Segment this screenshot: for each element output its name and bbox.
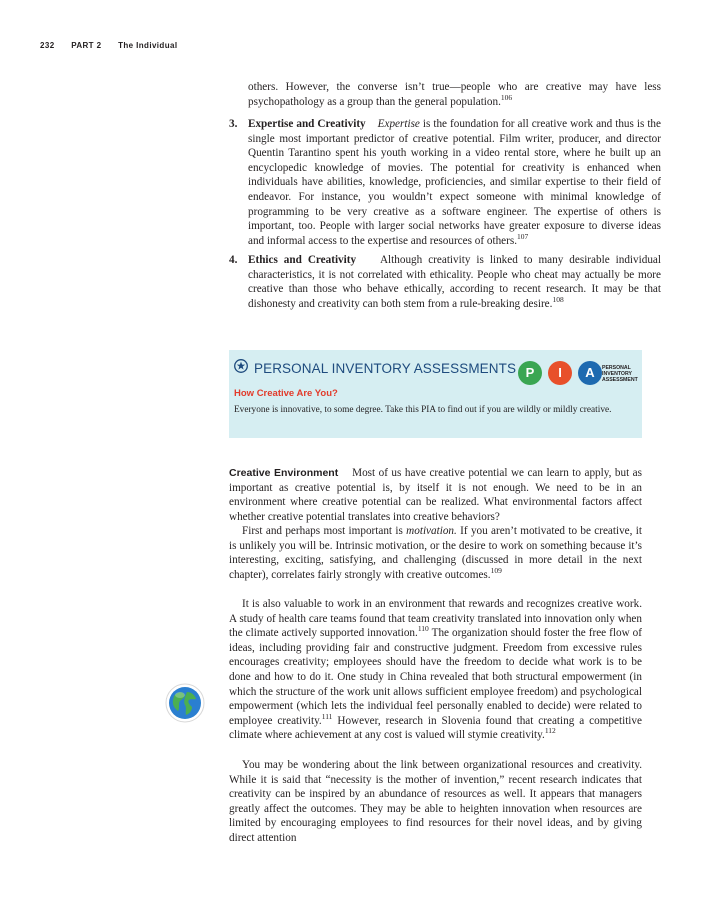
intro-paragraph: others. However, the converse isn’t true—people who are creative may have less psychopathology as a group than the general population.$^{106}$	[248, 81, 661, 108]
part-label: PART 2	[71, 41, 102, 50]
footnote-ref: 112	[544, 726, 556, 736]
footnote-ref: 111	[321, 711, 333, 721]
section-paragraph-4: You may be wondering about the link between organizational resources and creativity. While it is said that “necessity is the mother of invention,” recent research indicates that creativity can be inspired by an abundance of resources as well. It appears that managers greatly affect the outcomes. They may be able to heighten innovation when resources are limited by encouraging employees to find resources for their novel ideas, and by giving direct attention	[229, 759, 642, 844]
footnote-ref: 108	[552, 294, 564, 304]
section-paragraph-1: Creative Environment Most of us have creative potential we can learn to apply, but as important as creative potential is, by itself it is not enough. We need to be in an environment where creative potential can be realized. What environmental factors affect whether creative potential translates into creative behaviors?	[229, 467, 642, 523]
running-header	[40, 41, 191, 50]
pia-subtitle[interactable]: How Creative Are You?	[234, 388, 338, 399]
list-item-ethics: 4. Ethics and Creativity Although creativity is linked to many desirable individual characteristics, it is not correlated with ethicality. People who cheat may actually be more creative than those who behave ethically, according to recent research. It may be that dishonesty and creativity can both stem from a rule-breaking desire.$^{108}$	[229, 254, 661, 310]
pia-callout	[229, 350, 642, 438]
footnote-ref: 106	[500, 92, 513, 102]
pia-title: PERSONAL INVENTORY ASSESSMENTS	[254, 361, 517, 376]
globe-icon[interactable]	[165, 683, 205, 723]
pia-badge-i: I	[548, 361, 572, 385]
pia-badge-a: A	[578, 361, 602, 385]
part-title: The Individual	[118, 41, 178, 50]
page-number: 232	[40, 41, 55, 50]
term-motivation: motivation.	[406, 525, 457, 537]
section-paragraph-2: First and perhaps most important is motivation. If you aren’t motivated to be creative, it is unlikely you will be. Intrinsic motivation, or the desire to work on something because it’s interesting, exciting, satisfying, and challenging (discussed in more detail in the next chapter), correlates fairly strongly with creative outcomes.$^{109}$	[229, 525, 642, 581]
section-runin-heading: Creative Environment	[229, 467, 339, 479]
item-heading: Ethics and Creativity	[248, 254, 357, 266]
pia-badge-p: P	[518, 361, 542, 385]
pia-body: Everyone is innovative, to some degree. Take this PIA to find out if you are wildly or mildly creative.	[234, 405, 612, 415]
pia-logo-text: PERSONAL INVENTORY ASSESSMENT	[602, 365, 638, 384]
star-icon	[234, 359, 248, 373]
item-heading: Expertise and Creativity	[248, 118, 366, 130]
list-item-expertise: 3. Expertise and Creativity Expertise is the foundation for all creative work and thus is the single most important predictor of creative potential. Film writer, producer, and director Quentin Tarantino spent his youth working in a video rental store, where he built up an encyclopedic knowledge of movies. The potential for creativity is enhanced when individuals have abilities, knowledge, proficiencies, and similar expertise to their field of endeavor. For instance, you wouldn’t expect someone with minimal knowledge of programming to be very creative as a software engineer. The expertise of others is important, too. People with larger social networks have greater exposure to diverse ideas and informal access to the expertise and resources of others.$^{107}$	[229, 118, 661, 247]
footnote-ref: 110	[417, 624, 429, 634]
item-term: Expertise	[377, 118, 420, 130]
footnote-ref: 109	[490, 565, 502, 575]
list-number: 4.	[229, 254, 238, 266]
list-number: 3.	[229, 118, 238, 130]
section-paragraph-3: It is also valuable to work in an environment that rewards and recognizes creative work. A study of health care teams found that team creativity translated into innovation only when the climate actively supported innovation.$^{110}$ The organization should foster the free flow of ideas, including providing fair and constructive judgment. Freedom from excessive rules encourages creativity; employees should have the freedom to decide what work is to be done and how to do it. One study in China revealed that both structural empowerment (in which the structure of the work unit allows sufficient employee freedom) and psychological empowerment (which lets the individual feel personally enabled to decide) were related to employee creativity.$^{111}$ However, research in Slovenia found that creating a competitive climate where achievement at any cost is valued will stymie creativity.$^{112}$	[229, 598, 642, 742]
footnote-ref: 107	[517, 231, 529, 241]
